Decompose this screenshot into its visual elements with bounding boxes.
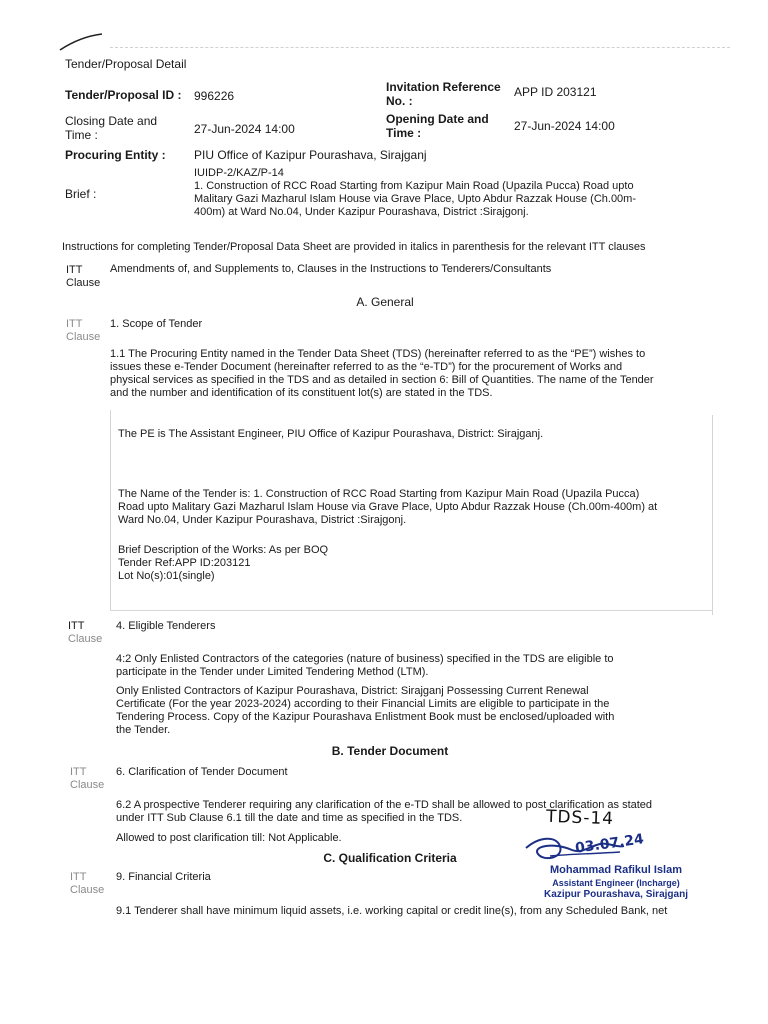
opening-value: 27-Jun-2024 14:00 <box>514 119 615 133</box>
handwritten-tds-note: TDS-14 <box>545 806 615 830</box>
section-a-heading: A. General <box>356 295 414 309</box>
clause1-title: 1. Scope of Tender <box>110 318 203 330</box>
tender-id-value: 996226 <box>194 89 235 103</box>
opening-label: Opening Date and Time : <box>386 112 489 140</box>
clause6-paragraph: 6.2 A prospective Tenderer requiring any clarification of the e-TD shall be allowed to post clarification as stated under ITT Sub Clause 6.1 till the date and time as specified in the TDS. <box>116 799 653 824</box>
invitation-ref-value: APP ID 203121 <box>514 85 597 99</box>
clause4-title: 4. Eligible Tenderers <box>116 620 216 632</box>
pen-tick-mark <box>58 32 118 52</box>
clause9-title: 9. Financial Criteria <box>116 871 211 883</box>
clause4-paragraph2: Only Enlisted Contractors of Kazipur Pourashava, District: Sirajganj Possessing Current Renewal Certificate (For the year 2023-2024) according to their Financial Limits are eligible to participate in the Tendering Process. Copy of the Kazipur Pourashava Enlistment Book must be enclosed/uploaded with the Tender. <box>116 685 615 736</box>
handwritten-date: 03.07.24 <box>574 831 645 857</box>
invitation-ref-label: Invitation Reference No. : <box>386 80 501 108</box>
clause1-itt-label: ITT Clause <box>66 318 101 343</box>
divider <box>110 47 730 48</box>
closing-label: Closing Date and Time : <box>65 114 158 142</box>
itt-header-title: Amendments of, and Supplements to, Clauses in the Instructions to Tenderers/Consultants <box>110 263 552 275</box>
clause6-itt-label: ITT Clause <box>70 766 105 791</box>
pe-line: The PE is The Assistant Engineer, PIU Office of Kazipur Pourashava, District: Sirajganj. <box>118 428 544 440</box>
box-bottom-border <box>110 610 712 611</box>
clause9-paragraph: 9.1 Tenderer shall have minimum liquid assets, i.e. working capital or credit line(s), from any Scheduled Bank, net <box>116 905 668 917</box>
clause1-paragraph: 1.1 The Procuring Entity named in the Tender Data Sheet (TDS) (hereinafter referred to as the “PE”) wishes to issues these e-Tender Document (hereinafter referred to as the “e-TD”) for the procurement of Works and physical services as specified in the TDS and as detailed in section 6: Bill of Quantities. The name of the Tender and the number and identification of its constituent lot(s) are stated in the TDS. <box>110 348 654 399</box>
clause4-paragraph1: 4:2 Only Enlisted Contractors of the categories (nature of business) specified in the TDS are eligible to participate in the Tender under Limited Tendering Method (LTM). <box>116 653 614 678</box>
closing-value: 27-Jun-2024 14:00 <box>194 122 295 136</box>
box-left-border <box>110 410 111 610</box>
procuring-value: PIU Office of Kazipur Pourashava, Sirajganj <box>194 148 427 162</box>
brief-label: Brief : <box>65 187 97 201</box>
itt-clause-header: ITT Clause <box>66 264 101 289</box>
instructions-text: Instructions for completing Tender/Proposal Data Sheet are provided in italics in parenthesis for the relevant ITT clauses <box>62 241 646 253</box>
section-title: Tender/Proposal Detail <box>65 57 187 71</box>
box-right-border <box>712 415 713 615</box>
procuring-label: Procuring Entity : <box>65 148 166 162</box>
section-c-heading: C. Qualification Criteria <box>323 851 457 865</box>
clause6-allowed: Allowed to post clarification till: Not Applicable. <box>116 832 342 844</box>
official-stamp: Mohammad Rafikul Islam Assistant Engineer (Incharge) Kazipur Pourashava, Sirajganj <box>544 864 688 900</box>
section-b-heading: B. Tender Document <box>331 744 449 758</box>
clause4-itt-label: ITT Clause <box>68 620 103 645</box>
tender-id-label: Tender/Proposal ID : <box>65 88 182 102</box>
tender-name-text: The Name of the Tender is: 1. Construction of RCC Road Starting from Kazipur Main Road (Upazila Pucca) Road upto Malitary Gazi Mazharul Islam House via Grave Place, Upto Abdur Razzak House (Ch.00m-400m) at Ward No.04, Under Kazipur Pourashava, District :Sirajgonj. <box>118 488 658 526</box>
brief-text: IUIDP-2/KAZ/P-14 1. Construction of RCC Road Starting from Kazipur Main Road (Upazila Pucca) Road upto Malitary Gazi Mazharul Islam House via Grave Place, Upto Abdur Razzak House (Ch.00m- 400m) at Ward No.04, Under Kazipur Pourashava, District :Sirajgonj. <box>194 167 637 218</box>
clause9-itt-label: ITT Clause <box>70 871 105 896</box>
clause6-title: 6. Clarification of Tender Document <box>116 766 288 778</box>
brief-description: Brief Description of the Works: As per BOQ Tender Ref:APP ID:203121 Lot No(s):01(single) <box>118 544 329 582</box>
